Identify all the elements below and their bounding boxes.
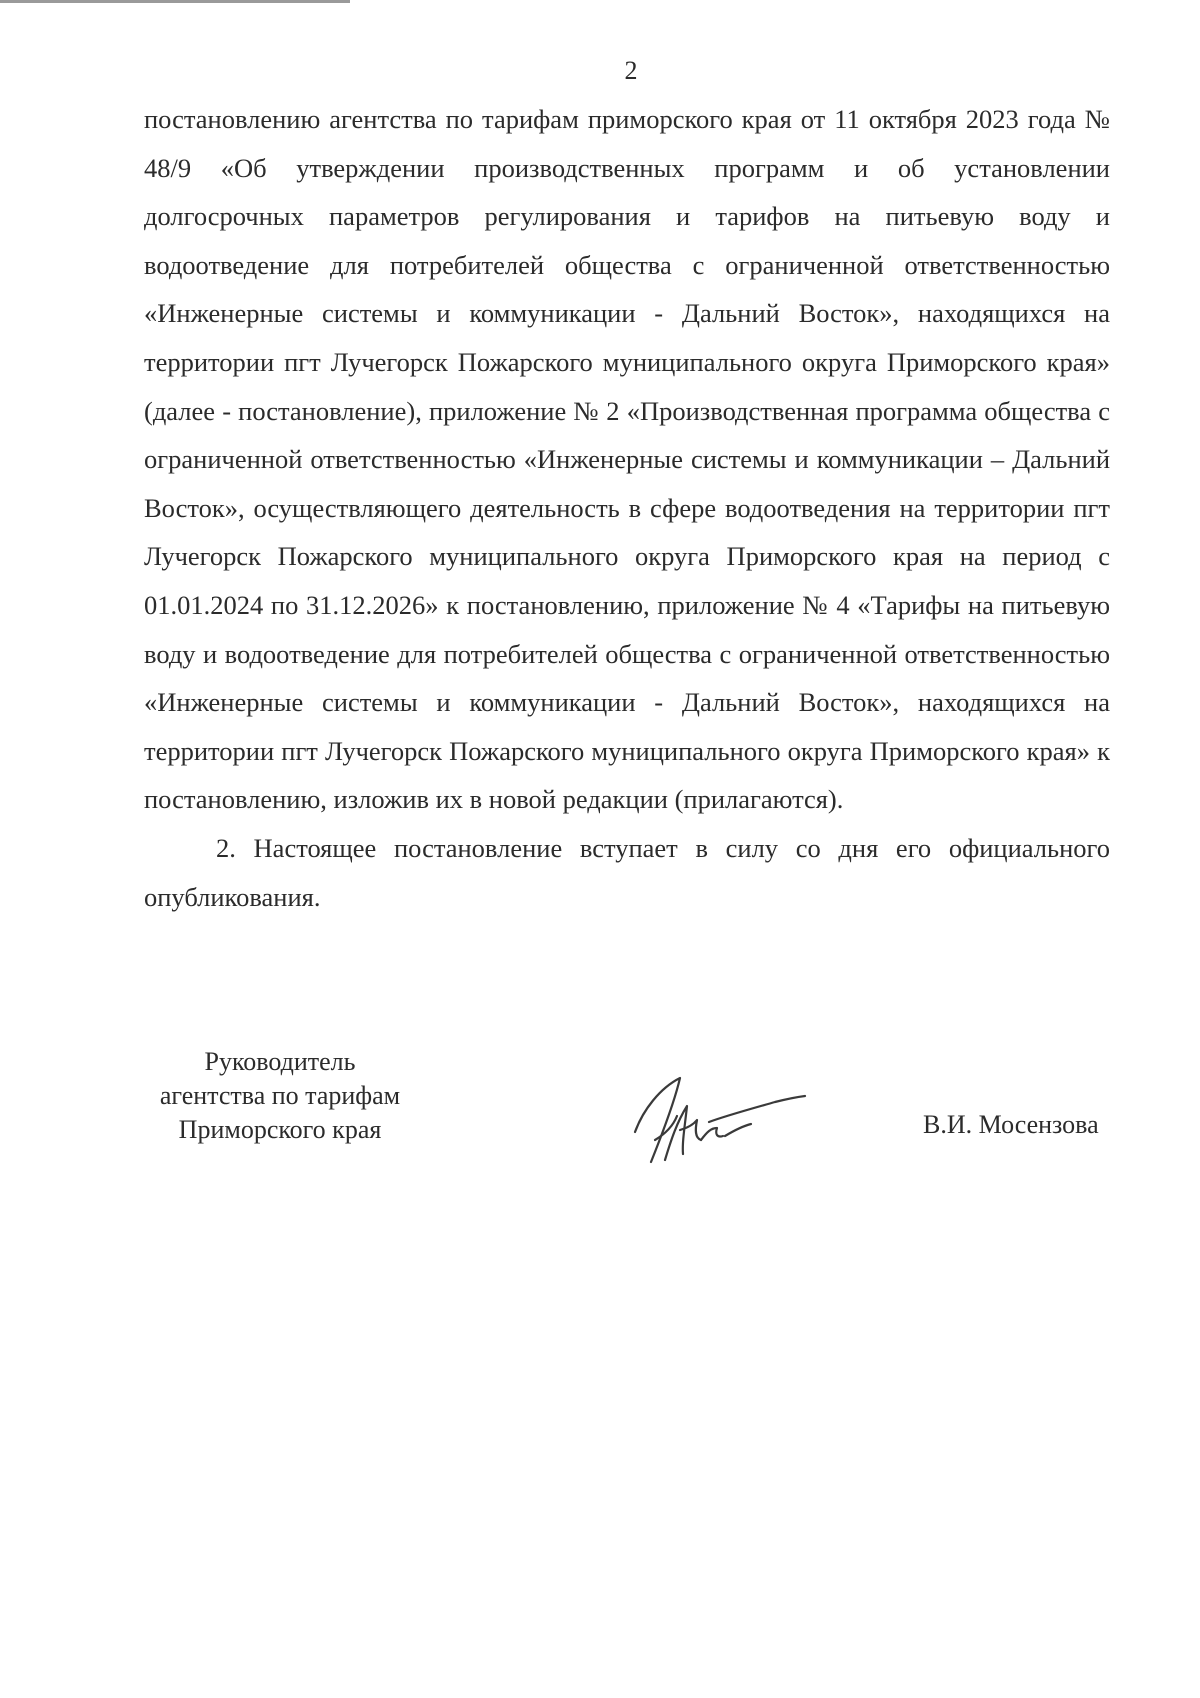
body-paragraph-1: постановлению агентства по тарифам приморского края от 11 октября 2023 года № 48/9 «Об утверждении производственных программ и об установлении долгосрочных параметров регулирования и тарифов на питьевую воду и водоотведение для потребителей общества с ограниченной ответственностью «Инженерные системы и коммуникации - Дальний Восток», находящихся на территории пгт Лучегорск Пожарского муниципального округа Приморского края» (далее - постановление), приложение № 2 «Производственная программа общества с ограниченной ответственностью «Инженерные системы и коммуникации – Дальний Восток», осуществляющего деятельность в сфере водоотведения на территории пгт Лучегорск Пожарского муниципального округа Приморского края на период с 01.01.2024 по 31.12.2026» к постановлению, приложение № 4 «Тарифы на питьевую воду и водоотведение для потребителей общества с ограниченной ответственностью «Инженерные системы и коммуникации - Дальний Восток», находящихся на территории пгт Лучегорск Пожарского муниципального округа Приморского края» к постановлению, изложив их в новой редакции (прилагаются). bbox=[144, 104, 1110, 815]
signature-icon bbox=[625, 1070, 815, 1170]
signatory-title-line-2: агентства по тарифам bbox=[159, 1081, 401, 1110]
signatory-name: В.И. Мосензова bbox=[923, 1110, 1099, 1139]
document-body bbox=[144, 95, 1110, 921]
body-paragraph-2: 2. Настоящее постановление вступает в силу со дня его официального опубликования. bbox=[144, 832, 1110, 912]
signatory-title-line-1: Руководитель bbox=[204, 1047, 356, 1076]
signatory-title-line-3: Приморского края bbox=[178, 1115, 382, 1144]
signatory-title-block bbox=[130, 1045, 430, 1147]
page-number: 2 bbox=[624, 56, 638, 85]
top-scan-rule bbox=[0, 0, 350, 3]
